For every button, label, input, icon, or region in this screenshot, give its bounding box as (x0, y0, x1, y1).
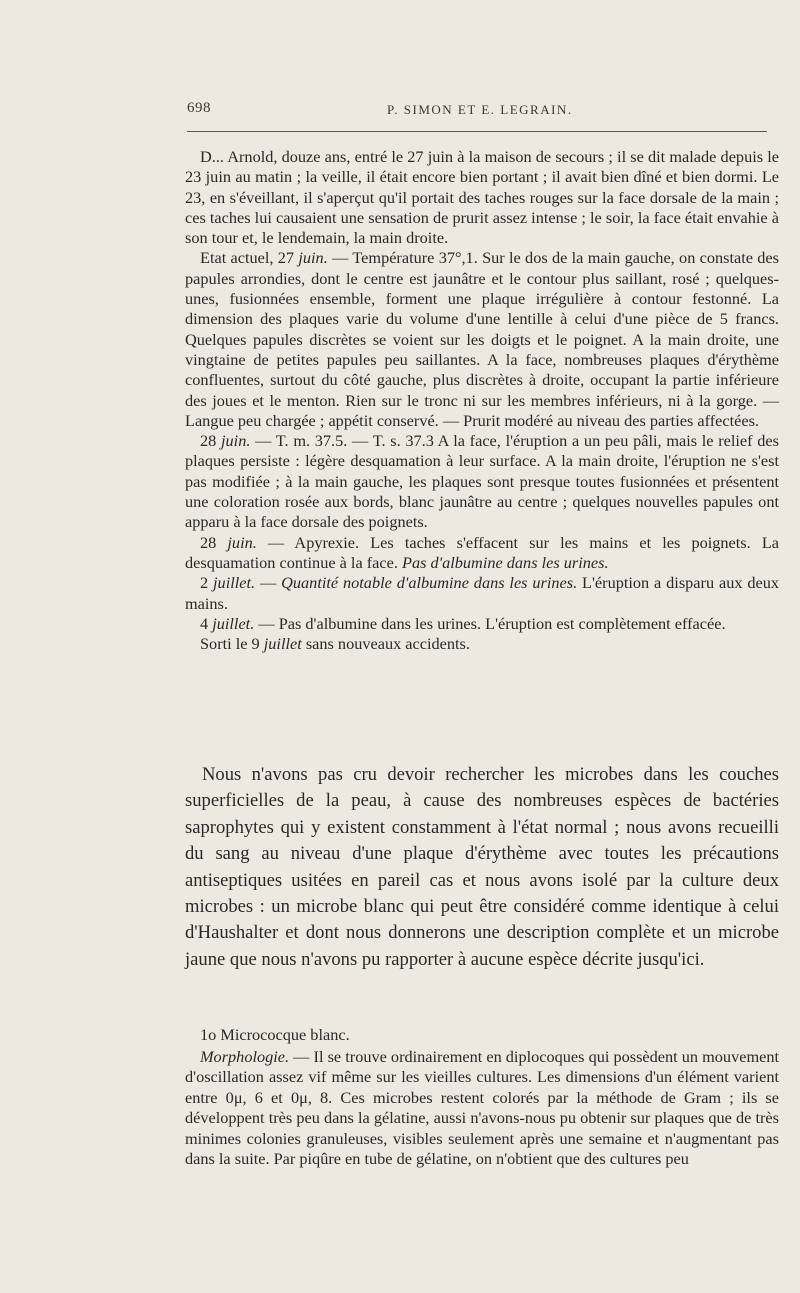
case-text: Etat actuel, 27 (200, 248, 299, 268)
case-text: — Apyrexie. Les taches s'effacent sur les mains et les poignets. La desquamation continue à la face. (185, 532, 779, 572)
case-emphasis: Pas d'albumine dans les urines. (402, 552, 609, 572)
section-text: — Il se trouve ordinairement en diplocoques qui possèdent un mouvement d'oscillation assez vif même sur les vieilles cultures. Les dimensions d'un élément varient entre 0μ, 6 et 0μ, 8. Ces microbes restent colorés par la méthode de Gram ; ils se développent très peu dans la gélatine, aussi n'avons-nous pu obtenir sur plaques que de très minimes colonies granuleuses, visibles seulement après une semaine et n'augmentant pas dans la suite. Par piqûre en tube de gélatine, on n'obtient que des cultures peu (185, 1046, 779, 1168)
case-text: 2 (200, 573, 214, 593)
case-paragraph (185, 147, 779, 248)
case-paragraph (185, 634, 779, 654)
case-date: juillet. (212, 613, 255, 633)
case-text: 28 (200, 532, 228, 552)
case-paragraph (185, 431, 779, 532)
case-paragraph (185, 573, 779, 614)
case-date: juin. (221, 431, 251, 451)
case-paragraph (185, 533, 779, 574)
section-label: Morphologie. (200, 1046, 290, 1066)
case-report (185, 147, 779, 654)
case-text: Sorti le 9 (200, 634, 264, 654)
running-head: P. SIMON ET E. LEGRAIN. (387, 102, 573, 117)
case-text: — Température 37°,1. Sur le dos de la main gauche, on constate des papules arrondies, dont le centre est jaunâtre et le contour plus saillant, rosé ; quelques-unes, fusionnées ensemble, forment une plaque irrégulière à contour festonné. La dimension des plaques varie du volume d'une lentille à celui d'une pièce de 5 francs. Quelques papules discrètes se voient sur les doigts et le poignet. A la main droite, une vingtaine de petites papules peu saillantes. A la face, nombreuses plaques d'érythème confluentes, surtout du côté gauche, plus discrètes à droite, occupant la partie inférieure des joues et le menton. Rien sur le tronc ni sur les membres inférieurs, ni à la gorge. — Langue peu chargée ; appétit conservé. — Prurit modéré au niveau des parties affectées. (185, 248, 779, 430)
case-text: 4 (200, 613, 213, 633)
case-emphasis: Quantité notable d'albumine dans les urines. (281, 573, 578, 593)
case-text: L'éruption a disparu aux deux mains. (185, 573, 780, 613)
case-paragraph (185, 248, 779, 431)
case-paragraph (185, 614, 779, 634)
section-heading: 1o Micrococque blanc. (200, 1025, 350, 1044)
case-text: sans nouveaux accidents. (301, 634, 470, 654)
case-text: 28 (200, 431, 221, 451)
case-text: — (255, 573, 282, 593)
main-text (185, 762, 779, 973)
case-date: juin. (298, 248, 328, 268)
case-date: juillet (263, 634, 302, 654)
case-date: juin. (227, 532, 257, 552)
main-paragraph: Nous n'avons pas cru devoir rechercher les microbes dans les couches superficielles de la peau, à cause des nombreuses espèces de bactéries saprophytes qui y existent constamment à l'état normal ; nous avons recueilli du sang au niveau d'une plaque d'érythème avec toutes les précautions antiseptiques usitées en pareil cas et nous avons isolé par la culture deux microbes : un microbe blanc qui peut être considéré comme identique à celui d'Haushalter et dont nous donnerons une description complète et un microbe jaune que nous n'avons pu rapporter à aucune espèce décrite jusqu'ici. (185, 764, 779, 970)
section-paragraph (185, 1047, 779, 1170)
case-text: — Pas d'albumine dans les urines. L'éruption est complètement effacée. (254, 613, 726, 633)
section-micrococque (185, 1025, 779, 1170)
case-text: — T. m. 37.5. — T. s. 37.3 A la face, l'éruption a un peu pâli, mais le relief des plaques persiste : légère desquamation à leur surface. A la main droite, l'éruption ne s'est pas modifiée ; à la main gauche, les plaques sont presque toutes fusionnées et présentent une coloration rosée aux bords, blanc jaunâtre au centre ; quelques nouvelles papules ont apparu à la face dorsale des poignets. (185, 431, 779, 532)
case-date: juillet. (213, 573, 256, 593)
page-number: 698 (187, 100, 211, 116)
case-text: D... Arnold, douze ans, entré le 27 juin à la maison de secours ; il se dit malade depuis le 23 juin au matin ; la veille, il était encore bien portant ; il avait bien dîné et bien dormi. Le 23, en s'éveillant, il s'aperçut qu'il portait des taches rouges sur la face dorsale de la main ; ces taches lui causaient une sensation de prurit assez intense ; le soir, la face était envahie à son tour et, le lendemain, la main droite. (185, 147, 779, 248)
header-rule (187, 131, 767, 132)
